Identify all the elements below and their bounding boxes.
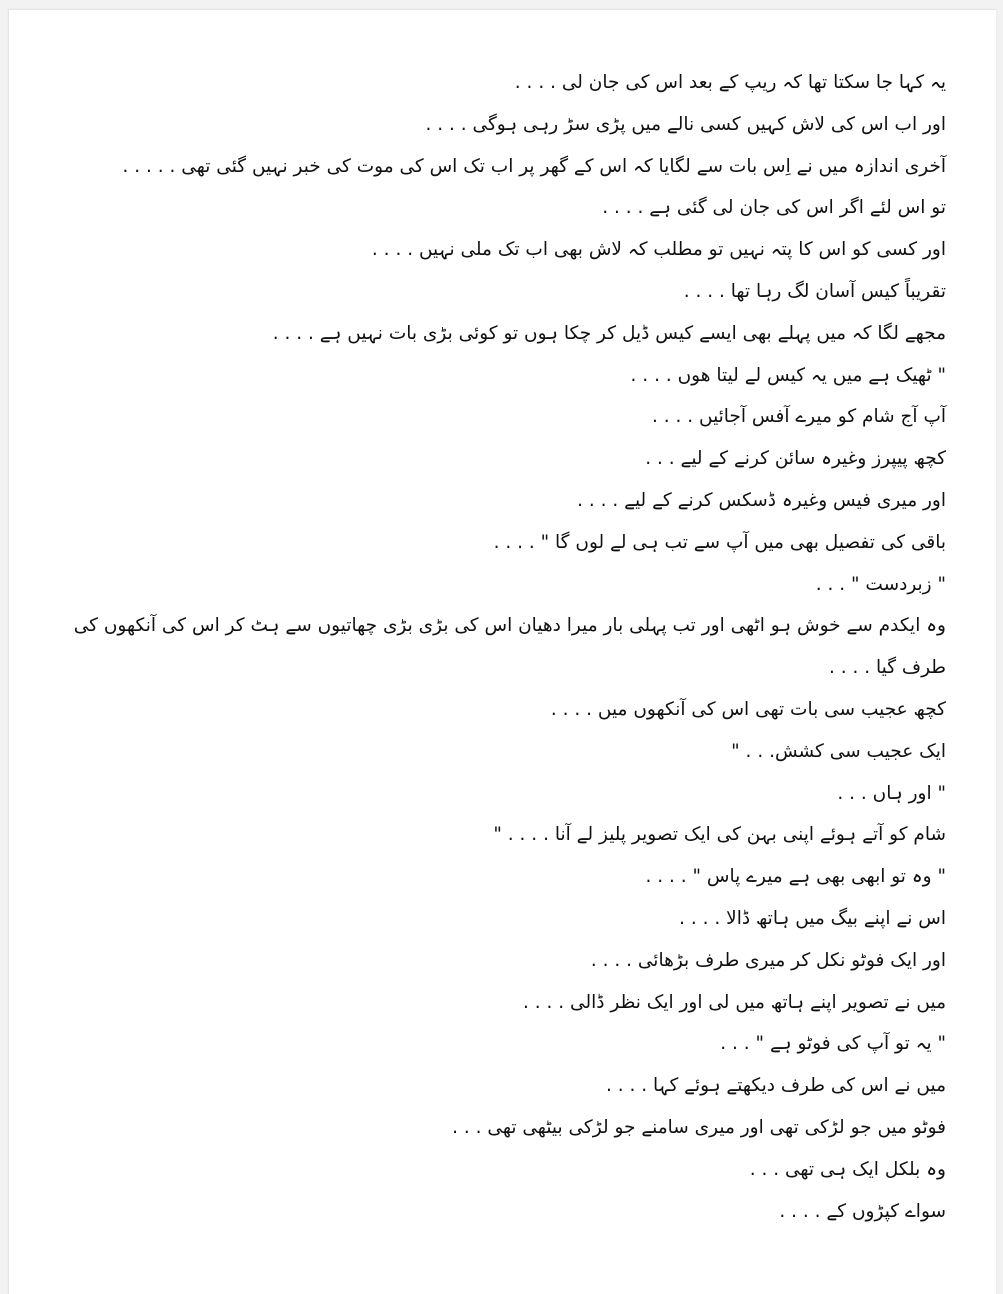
text-line-15: کچھ عجیب سی بات تھی اس کی آنکھوں میں . . . . <box>550 698 946 720</box>
text-line-9: آپ آج شام کو میرے آفس آجائیں . . . . <box>651 406 946 428</box>
text-line-3: آخری اندازہ میں نے اِس بات سے لگایا کہ اس کے گھر پر اب تک اس کی موت کی خبر نہیں گئی تھی . . . . . <box>122 155 946 177</box>
text-line-22: میں نے تصویر اپنے ہاتھ میں لی اور ایک نظر ڈالی . . . . <box>523 991 946 1013</box>
text-line-5: اور کسی کو اس کا پتہ نہیں تو مطلب کہ لاش بھی اب تک ملی نہیں . . . . <box>371 239 946 261</box>
text-line-16: ایک عجیب سی کشش. . . " <box>731 740 946 762</box>
text-line-27: سواے کپڑوں کے . . . . <box>779 1200 946 1222</box>
text-line-20: اس نے اپنے بیگ میں ہاتھ ڈالا . . . . <box>679 907 946 929</box>
document-page <box>8 9 996 1294</box>
document-text <box>46 62 946 1232</box>
text-line-12: باقی کی تفصیل بھی میں آپ سے تب ہی لے لوں گا " . . . . <box>493 531 946 553</box>
text-line-25: فوٹو میں جو لڑکی تھی اور میری سامنے جو لڑکی بیٹھی تھی . . . <box>452 1116 946 1138</box>
text-line-21: اور ایک فوٹو نکل کر میری طرف بڑھائی . . . . <box>590 949 946 971</box>
text-line-17: " اور ہاں . . . <box>837 782 946 804</box>
text-line-8: " ٹھیک ہے میں یہ کیس لے لیتا ھوں . . . . <box>630 364 946 386</box>
text-line-11: اور میری فیس وغیرہ ڈسکس کرنے کے لیے . . . . <box>577 489 946 511</box>
text-line-6: تقریباً کیس آسان لگ رہا تھا . . . . <box>683 280 946 302</box>
text-line-13: " زبردست " . . . <box>815 573 946 595</box>
text-line-1: یہ کہا جا سکتا تھا کہ ریپ کے بعد اس کی جان لی . . . . <box>514 72 946 93</box>
text-line-4: تو اس لئے اگر اس کی جان لی گئی ہے . . . . <box>602 197 946 219</box>
text-line-24: میں نے اس کی طرف دیکھتے ہوئے کہا . . . . <box>605 1075 946 1097</box>
text-line-26: وہ بلکل ایک ہی تھی . . . <box>749 1158 946 1180</box>
text-line-19: " وہ تو ابھی بھی ہے میرے پاس " . . . . <box>645 866 946 888</box>
text-line-18: شام کو آتے ہوئے اپنی بہن کی ایک تصویر پلیز لے آنا . . . . " <box>493 824 946 846</box>
text-line-2: اور اب اس کی لاش کہیں کسی نالے میں پڑی سڑ رہی ہوگی . . . . <box>425 113 946 135</box>
text-line-10: کچھ پیپرز وغیرہ سائن کرنے کے لیے . . . <box>645 448 946 470</box>
text-line-14: وہ ایکدم سے خوش ہو اٹھی اور تب پہلی بار میرا دھیان اس کی بڑی بڑی چھاتیوں سے ہٹ کر اس کی آنکھوں کی طرف گیا . . . . <box>73 615 946 679</box>
text-line-7: مجھے لگا کہ میں پہلے بھی ایسے کیس ڈیل کر چکا ہوں تو کوئی بڑی بات نہیں ہے . . . . <box>272 322 946 344</box>
text-line-23: " یہ تو آپ کی فوٹو ہے " . . . <box>720 1033 946 1055</box>
